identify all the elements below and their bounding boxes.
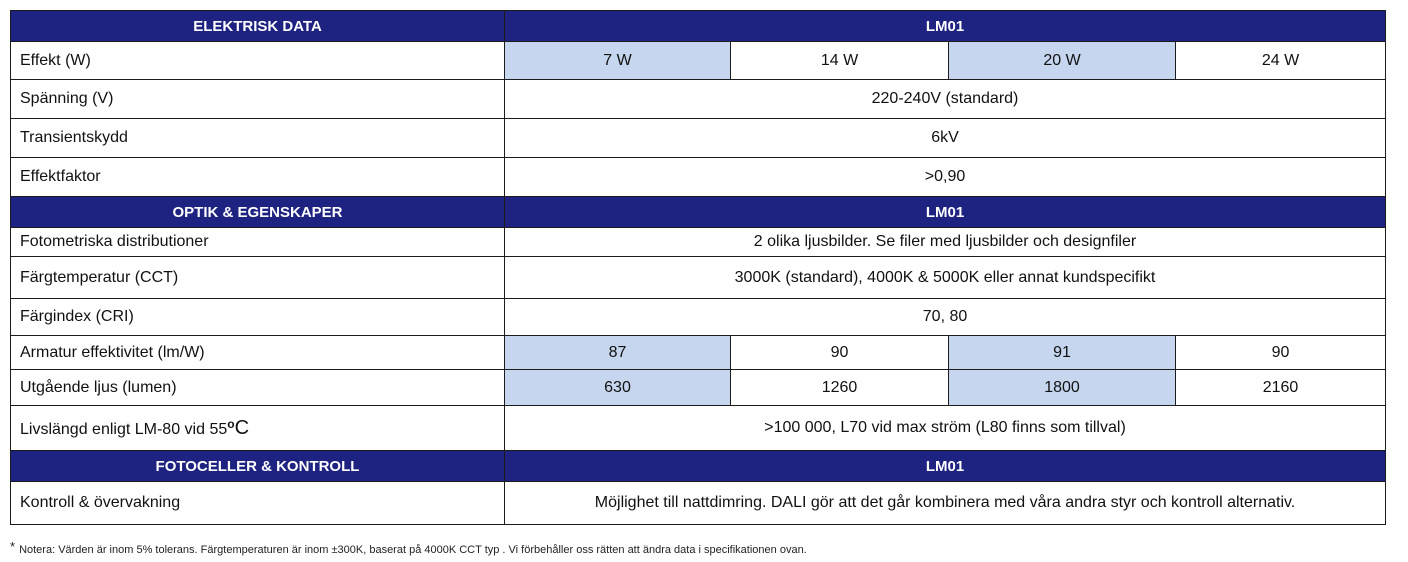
row-label: Spänning (V): [11, 80, 505, 119]
footnote-text: Notera: Värden är inom 5% tolerans. Färgtemperaturen är inom ±300K, baserat på 4000K CCT typ . Vi förbehåller oss rätten att ändra data i specifikationen ovan.: [19, 544, 807, 556]
cell-value: 91: [949, 336, 1176, 370]
section-header-optics: [11, 197, 1386, 228]
cell-value: 220-240V (standard): [505, 80, 1386, 119]
row-power-factor: [11, 158, 1386, 197]
section-title: OPTIK & EGENSKAPER: [11, 197, 505, 228]
row-label: Utgående ljus (lumen): [11, 370, 505, 406]
degree-sign: o: [227, 416, 235, 431]
cell-value: >0,90: [505, 158, 1386, 197]
model-name: LM01: [505, 451, 1386, 482]
row-power: [11, 42, 1386, 80]
cell-value: 3000K (standard), 4000K & 5000K eller annat kundspecifikt: [505, 257, 1386, 299]
row-surge: [11, 119, 1386, 158]
cell-value: 70, 80: [505, 299, 1386, 336]
cell-value: Möjlighet till nattdimring. DALI gör att det går kombinera med våra andra styr och kontroll alternativ.: [505, 482, 1386, 525]
row-label: [11, 406, 505, 451]
cell-value: 20 W: [949, 42, 1176, 80]
row-cri: [11, 299, 1386, 336]
row-label: Fotometriska distributioner: [11, 228, 505, 257]
row-label: Armatur effektivitet (lm/W): [11, 336, 505, 370]
cell-value: 2160: [1176, 370, 1386, 406]
row-distribution: [11, 228, 1386, 257]
cell-value: >100 000, L70 vid max ström (L80 finns som tillval): [505, 406, 1386, 451]
celsius-unit: C: [234, 416, 250, 439]
cell-value: 2 olika ljusbilder. Se filer med ljusbilder och designfiler: [505, 228, 1386, 257]
row-lumen: [11, 370, 1386, 406]
row-label: Transientskydd: [11, 119, 505, 158]
row-label: Färgtemperatur (CCT): [11, 257, 505, 299]
section-title: FOTOCELLER & KONTROLL: [11, 451, 505, 482]
spec-table: [10, 10, 1386, 525]
row-label: Kontroll & övervakning: [11, 482, 505, 525]
cell-value: 7 W: [505, 42, 731, 80]
cell-value: 14 W: [731, 42, 949, 80]
cell-value: 87: [505, 336, 731, 370]
row-label: Färgindex (CRI): [11, 299, 505, 336]
row-label: Effekt (W): [11, 42, 505, 80]
row-voltage: [11, 80, 1386, 119]
row-lifetime: [11, 406, 1386, 451]
section-header-electrical: [11, 11, 1386, 42]
section-header-control: [11, 451, 1386, 482]
row-control: [11, 482, 1386, 525]
cell-value: 90: [731, 336, 949, 370]
cell-value: 1260: [731, 370, 949, 406]
footnote: [10, 539, 807, 556]
footnote-marker: *: [10, 539, 16, 554]
row-efficacy: [11, 336, 1386, 370]
row-label: Effektfaktor: [11, 158, 505, 197]
row-cct: [11, 257, 1386, 299]
model-name: LM01: [505, 197, 1386, 228]
cell-value: 90: [1176, 336, 1386, 370]
lifetime-label-text: Livslängd enligt LM-80 vid 55: [20, 420, 228, 438]
cell-value: 1800: [949, 370, 1176, 406]
cell-value: 6kV: [505, 119, 1386, 158]
section-title: ELEKTRISK DATA: [11, 11, 505, 42]
model-name: LM01: [505, 11, 1386, 42]
cell-value: 630: [505, 370, 731, 406]
cell-value: 24 W: [1176, 42, 1386, 80]
